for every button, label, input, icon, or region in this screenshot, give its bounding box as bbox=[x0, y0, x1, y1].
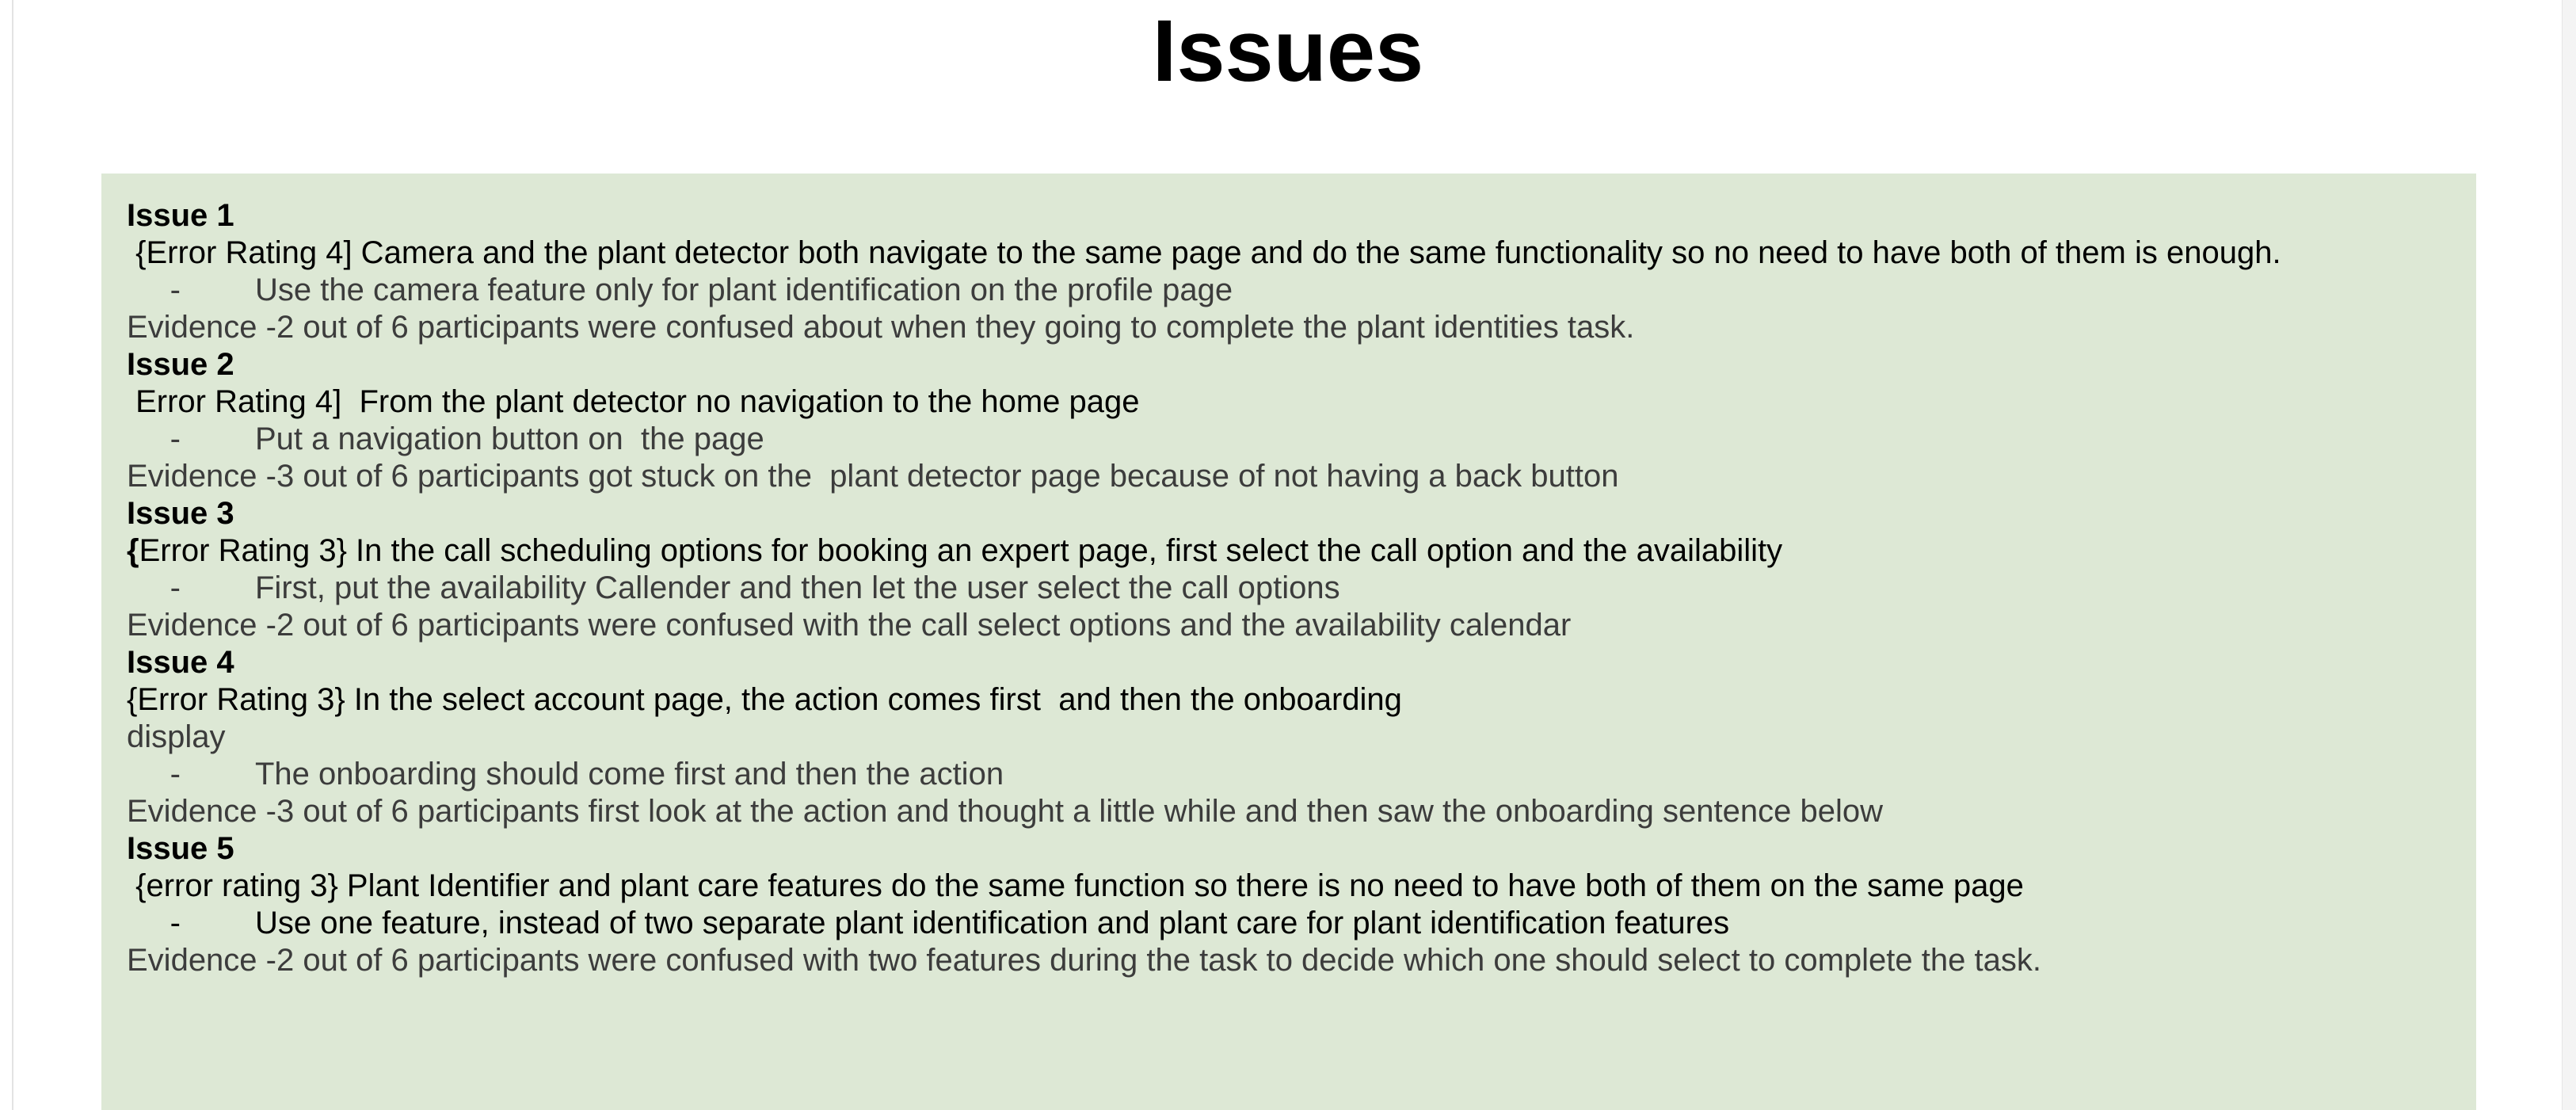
issue-rating-line bbox=[127, 532, 2476, 570]
issue-block-4 bbox=[127, 644, 2476, 830]
issue-heading: Issue 4 bbox=[127, 645, 234, 680]
issue-rating-line bbox=[127, 383, 2476, 421]
evidence-text: Evidence -2 out of 6 participants were confused with the call select options and the availability calendar bbox=[127, 608, 1572, 643]
recommendation-bullet bbox=[127, 421, 2476, 458]
evidence-text: Evidence -3 out of 6 participants first look at the action and thought a little while and then saw the onboarding sentence below bbox=[127, 794, 1883, 829]
left-page-rule bbox=[12, 0, 13, 1110]
bullet-dash: - bbox=[170, 757, 181, 791]
recommendation-text: The onboarding should come first and then the action bbox=[255, 757, 1004, 791]
recommendation-text: Put a navigation button on the page bbox=[255, 421, 764, 456]
recommendation-text: Use one feature, instead of two separate plant identification and plant care for plant identification features bbox=[255, 906, 1730, 940]
issues-panel bbox=[101, 174, 2476, 1110]
evidence-text: Evidence -2 out of 6 participants were confused with two features during the task to decide which one should select to complete the task. bbox=[127, 943, 2041, 978]
right-scroll-gutter bbox=[2562, 0, 2576, 1110]
issue-rating-line bbox=[127, 868, 2476, 905]
issue-block-5 bbox=[127, 830, 2476, 979]
issue-block-1 bbox=[127, 197, 2476, 346]
issue-heading: Issue 2 bbox=[127, 347, 234, 382]
recommendation-text: Use the camera feature only for plant identification on the profile page bbox=[255, 273, 1233, 307]
bullet-dash: - bbox=[170, 570, 181, 605]
bullet-dash: - bbox=[170, 421, 181, 456]
issue-rating-line bbox=[127, 681, 2476, 719]
recommendation-bullet bbox=[127, 570, 2476, 607]
evidence-text: Evidence -3 out of 6 participants got stuck on the plant detector page because of not having a back button bbox=[127, 459, 1619, 494]
rating-text: {error rating 3} Plant Identifier and plant care features do the same function so there is no need to have both of them on the same page bbox=[127, 868, 2024, 903]
issue-heading: Issue 3 bbox=[127, 496, 234, 531]
bullet-dash: - bbox=[170, 273, 181, 307]
issue-heading: Issue 5 bbox=[127, 831, 234, 866]
recommendation-bullet bbox=[127, 272, 2476, 309]
recommendation-bullet bbox=[127, 905, 2476, 942]
evidence-text: Evidence -2 out of 6 participants were confused about when they going to complete the plant identities task. bbox=[127, 310, 1635, 345]
rating-lead: { bbox=[127, 533, 139, 568]
rating-continuation: display bbox=[127, 719, 226, 754]
rating-text: {Error Rating 4] Camera and the plant detector both navigate to the same page and do the same functionality so no need to have both of them is enough. bbox=[127, 235, 2281, 270]
rating-text: {Error Rating 3} In the select account page, the action comes first and then the onboarding bbox=[127, 682, 1402, 717]
page-title: Issues bbox=[1152, 2, 1424, 100]
bullet-dash: - bbox=[170, 906, 181, 940]
issue-block-3 bbox=[127, 495, 2476, 644]
issue-heading: Issue 1 bbox=[127, 198, 234, 233]
recommendation-text: First, put the availability Callender and then let the user select the call options bbox=[255, 570, 1340, 605]
issue-block-2 bbox=[127, 346, 2476, 495]
rating-text: Error Rating 3} In the call scheduling options for booking an expert page, first select the call option and the availability bbox=[139, 533, 1783, 568]
rating-text: Error Rating 4] From the plant detector no navigation to the home page bbox=[127, 384, 1140, 419]
recommendation-bullet bbox=[127, 756, 2476, 793]
issue-rating-line bbox=[127, 235, 2476, 272]
